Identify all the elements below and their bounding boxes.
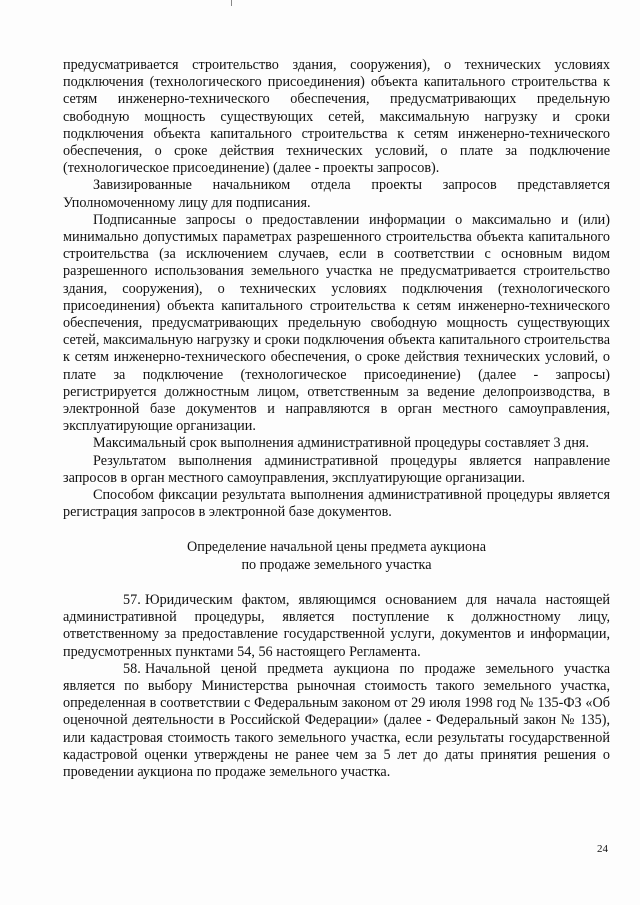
page-number: 24 [597,843,608,855]
paragraph: Результатом выполнения административной процедуры является направление запросов в орган местного самоуправления, эксплуатирующие организации. [63,452,610,486]
scan-artifact [231,0,232,6]
paragraph-continuation: предусматривается строительство здания, сооружения), о технических условиях подключения (технологического присоединения) объекта капитального строительства к сетям инженерно-технического обеспечения, предусматривающих предельную свободную мощность существующих сетей, максимальную нагрузку и сроки подключения объекта капитального строительства к сетям инженерно-технического обеспечения, о сроке действия технических условий, о плате за подключение (технологическое присоединение) (далее - проекты запросов). [63,57,610,177]
numbered-item [63,661,610,781]
item-number: 58. [123,660,141,677]
numbered-item [63,592,610,661]
section-heading-line: Определение начальной цены предмета аукциона [186,539,487,556]
body-text [63,57,610,781]
item-text: Юридическим фактом, являющимся основанием для начала настоящей административной процедуры, является поступление к должностному лицу, ответственному за предоставление государственной услуги, документов и информации, предусмотренных пунктами 54, 56 настоящего Регламента. [63,591,610,660]
section-heading [63,539,610,573]
section-heading-line: по продаже земельного участка [241,556,432,573]
item-text: Начальной ценой предмета аукциона по продаже земельного участка является по выбору Министерства рыночная стоимость такого земельного участка, определенная в соответствии с Федеральным законом от 29 июля 1998 год № 135-ФЗ «Об оценочной деятельности в Российской Федерации» (далее - Федеральный закон № 135), или кадастровая стоимость такого земельного участка, если результаты государственной кадастровой оценки утверждены не ранее чем за 5 лет до даты принятия решения о проведении аукциона по продаже земельного участка. [63,660,610,780]
paragraph: Максимальный срок выполнения административной процедуры составляет 3 дня. [93,435,589,452]
paragraph: Завизированные начальником отдела проекты запросов представляется Уполномоченному лицу для подписания. [63,177,610,211]
item-number: 57. [123,591,141,608]
paragraph: Подписанные запросы о предоставлении информации о максимально и (или) минимально допустимых параметрах разрешенного строительства объекта капитального строительства (за исключением случаев, если в соответствии с основным видом разрешенного использования земельного участка не предусматривается строительство здания, сооружения), о технических условиях подключения (технологического присоединения) объекта капитального строительства к сетям инженерно-технического обеспечения, предусматривающих предельную свободную мощность существующих сетей, максимальную нагрузку и сроки подключения объекта капитального строительства к сетям инженерно-технического обеспечения, о сроке действия технических условий, о плате за подключение (технологическое присоединение) (далее - запросы) регистрируется должностным лицом, ответственным за ведение делопроизводства, в электронной базе документов и направляются в орган местного самоуправления, эксплуатирующие организации. [63,211,610,435]
paragraph: Способом фиксации результата выполнения административной процедуры является регистрация запросов в электронной базе документов. [63,487,610,521]
